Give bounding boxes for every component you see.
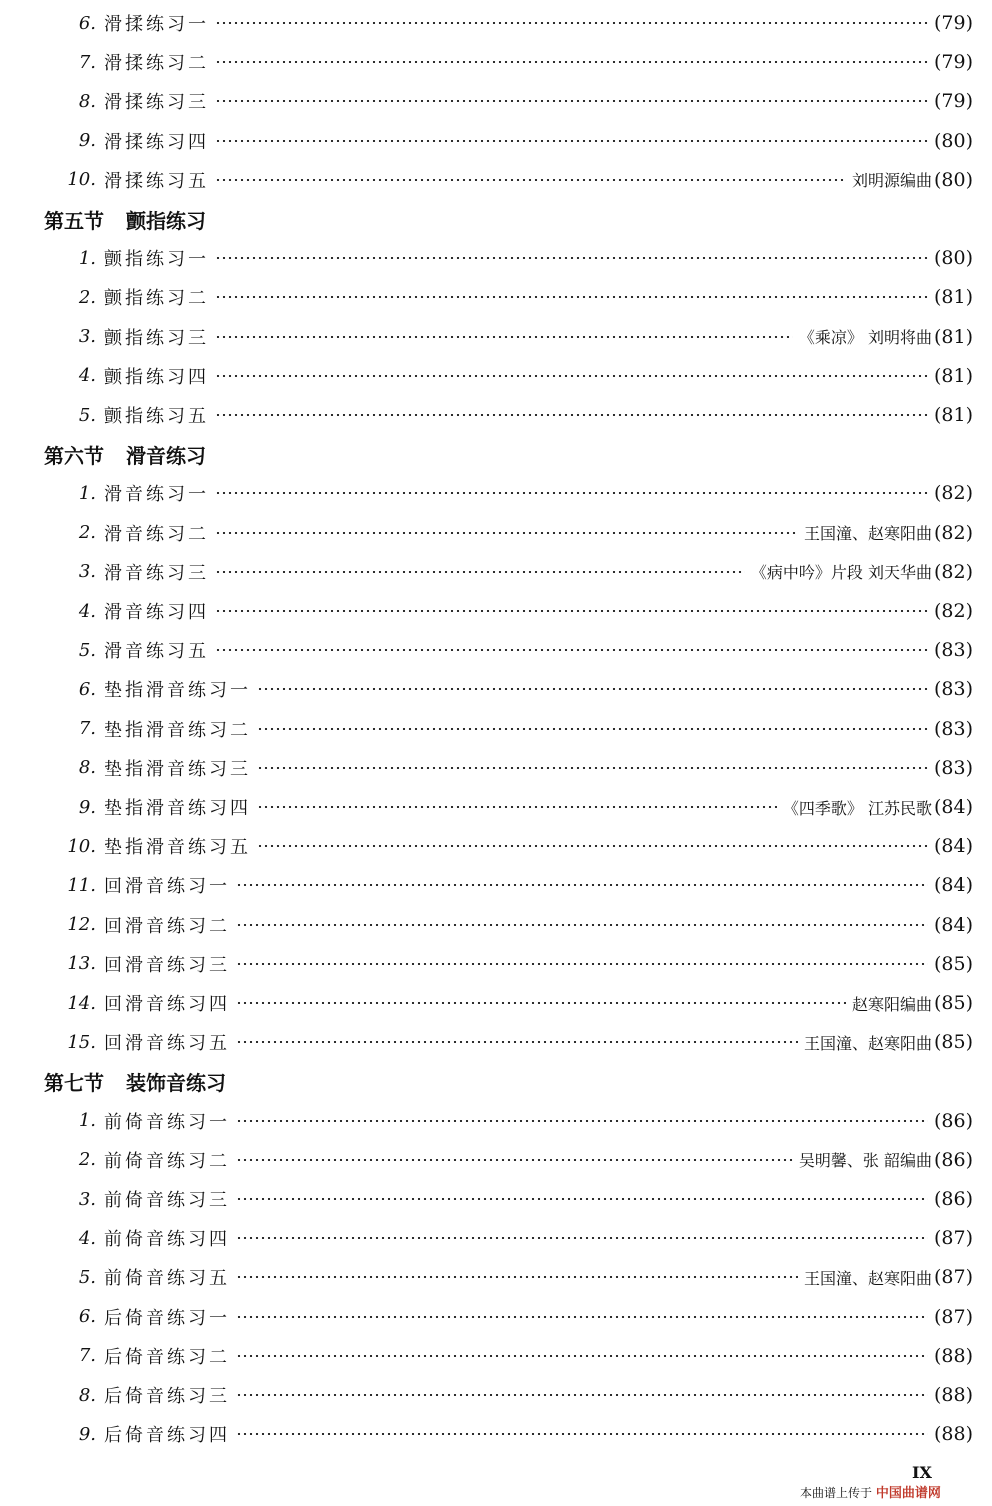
- toc-entry: [0, 361, 992, 391]
- entry-title: 前倚音练习五: [104, 1268, 230, 1290]
- entry-number: 13.: [67, 953, 96, 975]
- toc-entry: [0, 8, 992, 38]
- toc-entry: [0, 1419, 992, 1449]
- section-title: 颤指练习: [126, 208, 206, 233]
- upload-note: 本曲谱上传于: [800, 1486, 873, 1500]
- entry-title: 垫指滑音练习一: [104, 680, 251, 702]
- dot-leader: [236, 924, 928, 926]
- toc-entry: [0, 753, 992, 783]
- toc-entry: [0, 557, 992, 587]
- entry-title: 后倚音练习一: [104, 1307, 230, 1329]
- site-logo-text: 中国曲谱网: [875, 1486, 941, 1501]
- entry-page-number: (82): [934, 600, 974, 622]
- dot-leader: [215, 257, 928, 259]
- dot-leader: [236, 1120, 928, 1122]
- section-title: 装饰音练习: [126, 1070, 226, 1095]
- dot-leader: [236, 963, 928, 965]
- entry-title: 后倚音练习二: [104, 1346, 230, 1368]
- entry-number: 3.: [78, 1188, 96, 1210]
- dot-leader: [215, 649, 928, 651]
- toc-entry: [0, 282, 992, 312]
- entry-composer-note: 《病中吟》片段 刘天华曲: [750, 563, 932, 583]
- entry-page-number: (88): [934, 1423, 974, 1446]
- entry-number: 4.: [78, 365, 96, 387]
- entry-page-number: (81): [934, 286, 974, 309]
- toc-entry: [0, 596, 992, 626]
- entry-page-number: (86): [934, 1109, 974, 1132]
- toc-entry: [0, 478, 992, 508]
- entry-page-number: (84): [934, 913, 974, 936]
- toc-entry: [0, 910, 992, 940]
- entry-title: 滑揉练习一: [104, 14, 209, 35]
- entry-number: 3.: [78, 561, 96, 583]
- entry-page-number: (88): [934, 1344, 974, 1367]
- entry-number: 4.: [78, 600, 96, 622]
- dot-leader: [215, 100, 928, 102]
- entry-title: 滑揉练习二: [104, 53, 209, 75]
- dot-leader: [236, 1433, 928, 1435]
- entry-title: 前倚音练习三: [104, 1190, 230, 1211]
- entry-title: 后倚音练习四: [104, 1425, 230, 1447]
- toc-entry: [0, 1223, 992, 1253]
- dot-leader: [215, 61, 928, 63]
- entry-number: 8.: [78, 757, 96, 779]
- upload-watermark: [800, 1482, 941, 1501]
- entry-number: 10.: [67, 169, 96, 191]
- entry-number: 9.: [78, 796, 96, 818]
- entry-number: 9.: [78, 130, 96, 152]
- dot-leader: [215, 22, 928, 24]
- entry-number: 7.: [78, 51, 96, 73]
- entry-number: 5.: [78, 639, 96, 661]
- dot-leader: [215, 140, 928, 142]
- toc-entry: [0, 47, 992, 77]
- entry-title: 回滑音练习五: [104, 1033, 230, 1055]
- entry-page-number: (79): [934, 51, 974, 74]
- dot-leader: [236, 1355, 928, 1357]
- entry-page-number: (80): [934, 129, 974, 152]
- entry-number: 8.: [78, 90, 96, 112]
- entry-composer-note: 《乘凉》 刘明将曲: [798, 328, 932, 348]
- entry-page-number: (81): [934, 404, 974, 426]
- entry-title: 垫指滑音练习三: [104, 758, 251, 780]
- toc-entry: [0, 674, 992, 704]
- dot-leader: [215, 179, 846, 181]
- entry-number: 9.: [78, 1423, 96, 1445]
- toc-entry: [0, 243, 992, 273]
- entry-composer-note: 王国潼、赵寒阳曲: [803, 524, 932, 544]
- entry-number: 4.: [78, 1227, 96, 1249]
- dot-leader: [215, 610, 928, 612]
- dot-leader: [236, 1002, 846, 1004]
- entry-page-number: (87): [934, 1305, 974, 1328]
- toc-entry: [0, 400, 992, 430]
- entry-page-number: (82): [934, 482, 974, 505]
- section-number: 第六节: [44, 443, 104, 468]
- dot-leader: [257, 688, 928, 690]
- toc-entry: [0, 1302, 992, 1332]
- section-number: 第七节: [44, 1070, 104, 1095]
- entry-number: 7.: [78, 718, 96, 740]
- entry-number: 7.: [78, 1345, 96, 1367]
- dot-leader: [257, 845, 928, 847]
- entry-page-number: (84): [934, 874, 974, 897]
- entry-title: 滑音练习二: [104, 523, 209, 545]
- section-heading: [0, 204, 992, 234]
- entry-page-number: (85): [934, 992, 974, 1014]
- entry-title: 滑音练习五: [104, 641, 209, 663]
- entry-page-number: (81): [934, 325, 974, 348]
- dot-leader: [257, 806, 777, 808]
- entry-composer-note: 刘明源编曲: [851, 171, 932, 191]
- dot-leader: [236, 1198, 928, 1200]
- dot-leader: [215, 296, 928, 298]
- entry-title: 滑揉练习四: [104, 131, 209, 153]
- entry-number: 12.: [67, 914, 96, 936]
- entry-page-number: (84): [934, 835, 974, 858]
- toc-entry: [0, 1106, 992, 1136]
- dot-leader: [215, 414, 928, 416]
- entry-number: 8.: [78, 1384, 96, 1406]
- toc-entry: [0, 165, 992, 195]
- entry-page-number: (83): [934, 639, 974, 662]
- toc-entry: [0, 988, 992, 1018]
- dot-leader: [236, 1159, 793, 1161]
- toc-entry: [0, 1145, 992, 1175]
- entry-title: 滑音练习四: [104, 602, 209, 623]
- entry-number: 1.: [78, 1110, 96, 1132]
- entry-number: 2.: [78, 522, 96, 544]
- entry-number: 5.: [78, 404, 96, 426]
- entry-title: 滑揉练习三: [104, 92, 209, 114]
- entry-page-number: (86): [934, 1188, 974, 1210]
- entry-title: 回滑音练习一: [104, 876, 230, 898]
- entry-number: 1.: [78, 247, 96, 269]
- entry-page-number: (87): [934, 1227, 974, 1250]
- entry-title: 颤指练习一: [104, 249, 209, 271]
- entry-title: 垫指滑音练习五: [104, 837, 251, 859]
- dot-leader: [215, 492, 928, 494]
- entry-number: 6.: [78, 12, 96, 34]
- entry-composer-note: 王国潼、赵寒阳曲: [803, 1268, 932, 1288]
- entry-number: 10.: [67, 835, 96, 857]
- toc-entry: [0, 1262, 992, 1292]
- entry-page-number: (83): [934, 756, 974, 779]
- entry-page-number: (80): [934, 247, 974, 270]
- entry-page-number: (86): [934, 1148, 974, 1171]
- entry-page-number: (79): [934, 90, 974, 113]
- entry-title: 回滑音练习四: [104, 994, 230, 1015]
- entry-number: 14.: [67, 992, 96, 1014]
- dot-leader: [236, 1394, 928, 1396]
- section-heading: [0, 439, 992, 469]
- dot-leader: [215, 375, 928, 377]
- entry-page-number: (84): [934, 796, 974, 818]
- entry-number: 1.: [78, 482, 96, 504]
- entry-title: 后倚音练习三: [104, 1386, 230, 1407]
- toc-entry: [0, 1184, 992, 1214]
- entry-page-number: (83): [934, 678, 974, 701]
- dot-leader: [257, 767, 928, 769]
- entry-number: 2.: [78, 286, 96, 308]
- toc-entry: [0, 714, 992, 744]
- entry-title: 前倚音练习四: [104, 1229, 230, 1251]
- entry-composer-note: 吴明馨、张 韶编曲: [798, 1151, 932, 1171]
- entry-title: 颤指练习二: [104, 288, 209, 310]
- entry-title: 垫指滑音练习四: [104, 798, 251, 819]
- entry-title: 滑音练习三: [104, 562, 209, 584]
- page-number: IX: [912, 1463, 932, 1482]
- entry-title: 滑揉练习五: [104, 170, 209, 192]
- section-number: 第五节: [44, 208, 104, 233]
- toc-entry: [0, 86, 992, 116]
- dot-leader: [215, 571, 745, 573]
- entry-title: 颤指练习四: [104, 366, 209, 388]
- dot-leader: [236, 1276, 798, 1278]
- entry-composer-note: 《四季歌》 江苏民歌: [782, 798, 932, 818]
- toc-entry: [0, 518, 992, 548]
- entry-composer-note: 赵寒阳编曲: [851, 994, 932, 1014]
- entry-page-number: (83): [934, 717, 974, 740]
- entry-title: 前倚音练习一: [104, 1111, 230, 1133]
- section-title: 滑音练习: [126, 443, 206, 468]
- entry-number: 11.: [67, 874, 96, 896]
- entry-number: 5.: [78, 1266, 96, 1288]
- dot-leader: [215, 336, 793, 338]
- entry-page-number: (80): [934, 168, 974, 191]
- entry-page-number: (88): [934, 1384, 974, 1406]
- toc-entry: [0, 1027, 992, 1057]
- toc-entry: [0, 792, 992, 822]
- entry-number: 6.: [78, 678, 96, 700]
- entry-page-number: (87): [934, 1266, 974, 1289]
- entry-page-number: (82): [934, 560, 974, 583]
- entry-page-number: (85): [934, 1031, 974, 1054]
- entry-title: 垫指滑音练习二: [104, 719, 251, 741]
- toc-entry: [0, 126, 992, 156]
- entry-number: 3.: [78, 326, 96, 348]
- entry-page-number: (82): [934, 521, 974, 544]
- dot-leader: [236, 884, 928, 886]
- toc-entry: [0, 1341, 992, 1371]
- entry-title: 回滑音练习二: [104, 915, 230, 937]
- toc-entry: [0, 322, 992, 352]
- dot-leader: [236, 1316, 928, 1318]
- section-heading: [0, 1066, 992, 1096]
- toc-entry: [0, 870, 992, 900]
- toc-entry: [0, 831, 992, 861]
- entry-title: 前倚音练习二: [104, 1150, 230, 1172]
- entry-title: 滑音练习一: [104, 484, 209, 506]
- entry-title: 颤指练习三: [104, 327, 209, 349]
- entry-number: 15.: [67, 1031, 96, 1053]
- entry-number: 6.: [78, 1306, 96, 1328]
- entry-page-number: (79): [934, 12, 974, 34]
- toc-entry: [0, 635, 992, 665]
- entry-composer-note: 王国潼、赵寒阳曲: [803, 1033, 932, 1053]
- entry-page-number: (81): [934, 364, 974, 387]
- entry-title: 颤指练习五: [104, 406, 209, 427]
- entry-number: 2.: [78, 1149, 96, 1171]
- toc-entry: [0, 1380, 992, 1410]
- toc-entry: [0, 949, 992, 979]
- entry-title: 回滑音练习三: [104, 954, 230, 976]
- dot-leader: [236, 1237, 928, 1239]
- entry-page-number: (85): [934, 952, 974, 975]
- dot-leader: [236, 1041, 798, 1043]
- dot-leader: [257, 728, 928, 730]
- dot-leader: [215, 532, 798, 534]
